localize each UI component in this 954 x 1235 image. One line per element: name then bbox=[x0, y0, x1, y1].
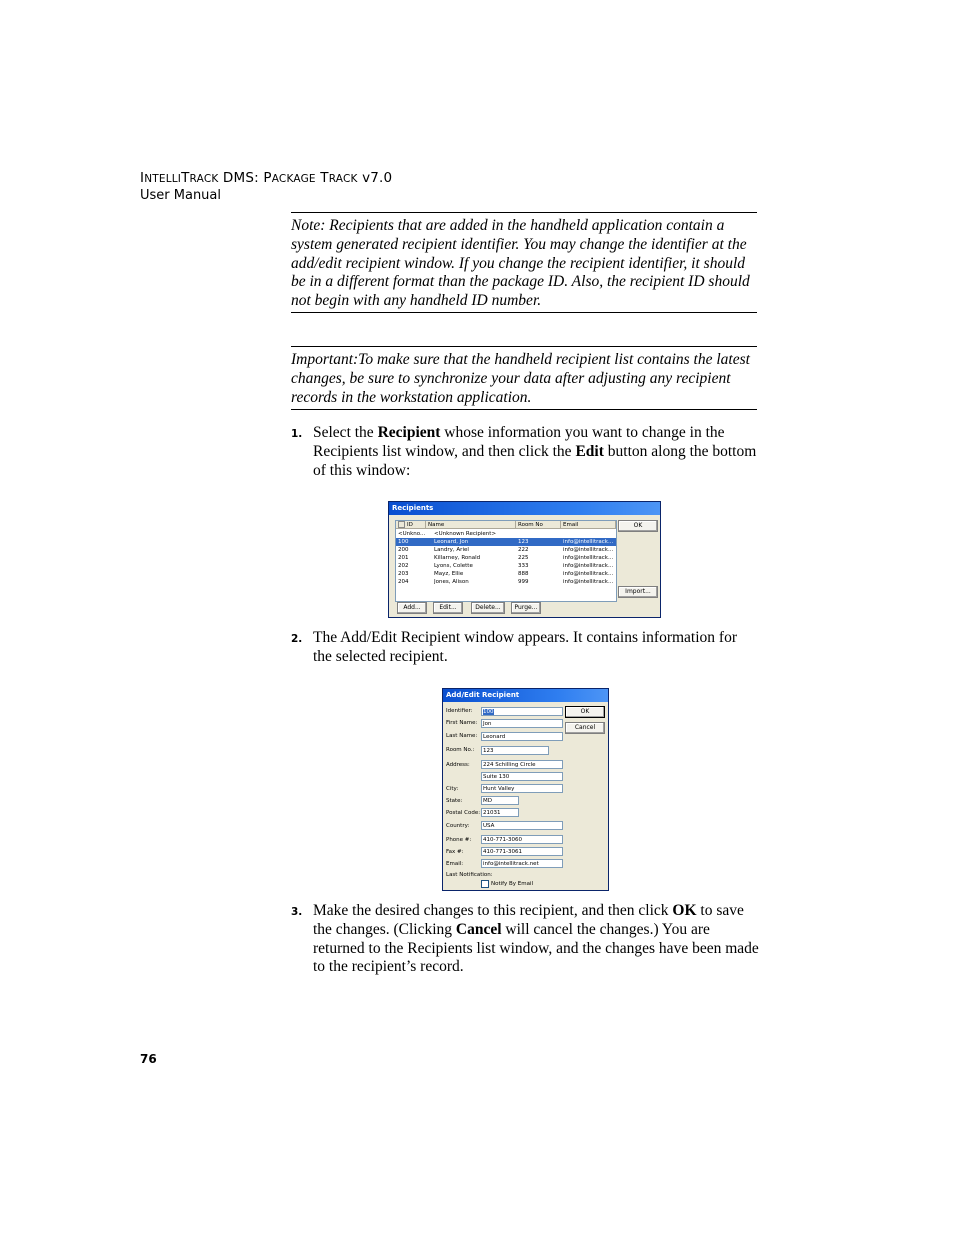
note-text: Note: Recipients that are added in the handheld application contain a system generated recipient identifier. You may change the identifier at the add/edit recipient window. If you change the recipient identifier, it should be in a different format than the package ID. Also, the recipient ID should not begin with any handheld ID number. bbox=[291, 217, 750, 310]
table-row[interactable]: 200 Landry, Ariel 222 info@intellitrack... bbox=[398, 547, 614, 553]
identifier-label: Identifier: bbox=[446, 708, 473, 714]
first-name-field[interactable]: Jon bbox=[481, 719, 563, 728]
email-label: Email: bbox=[446, 861, 464, 867]
state-label: State: bbox=[446, 798, 463, 804]
edit-button[interactable]: Edit... bbox=[433, 602, 463, 614]
address-line1-field[interactable]: 224 Schilling Circle bbox=[481, 760, 563, 769]
address-label: Address: bbox=[446, 762, 470, 768]
import-button[interactable]: Import... bbox=[618, 586, 658, 598]
step-text: Select the Recipient whose information you want to change in the Recipients list window, and then click the Edit button along the bottom of this window: bbox=[313, 424, 757, 479]
step-text: The Add/Edit Recipient window appears. It contains information for the selected recipient. bbox=[313, 629, 737, 665]
add-button[interactable]: Add... bbox=[397, 602, 427, 614]
room-no-label: Room No.: bbox=[446, 747, 475, 753]
address-line2-field[interactable]: Suite 130 bbox=[481, 772, 563, 781]
fax-field[interactable]: 410-771-3061 bbox=[481, 847, 563, 856]
running-header-subtitle: User Manual bbox=[140, 188, 222, 203]
window-title: Recipients bbox=[389, 502, 660, 515]
running-header-title: INTELLITRACK DMS: PACKAGE TRACK v7.0 bbox=[140, 170, 393, 186]
checkbox-icon bbox=[398, 521, 405, 528]
postal-code-label: Postal Code: bbox=[446, 810, 481, 816]
note-box bbox=[291, 212, 757, 313]
window-title: Add/Edit Recipient bbox=[443, 689, 608, 702]
notify-by-email-label: Notify By Email bbox=[491, 881, 534, 887]
recipients-list[interactable] bbox=[395, 520, 617, 602]
step-number: 2. bbox=[291, 633, 303, 645]
table-row[interactable]: 203 Mayz, Ellie 888 info@intellitrack... bbox=[398, 571, 614, 577]
table-row[interactable]: 204 Jones, Alison 999 info@intellitrack... bbox=[398, 579, 614, 585]
column-header-email[interactable]: Email bbox=[561, 521, 616, 529]
room-no-field[interactable]: 123 bbox=[481, 746, 549, 755]
step-number: 1. bbox=[291, 428, 303, 440]
country-field[interactable]: USA bbox=[481, 821, 563, 830]
delete-button[interactable]: Delete... bbox=[471, 602, 505, 614]
phone-label: Phone #: bbox=[446, 837, 472, 843]
page-number: 76 bbox=[140, 1052, 157, 1066]
state-field[interactable]: MD bbox=[481, 796, 519, 805]
column-header-room[interactable]: Room No bbox=[516, 521, 561, 529]
add-edit-recipient-window bbox=[442, 688, 609, 891]
postal-code-field[interactable]: 21031 bbox=[481, 808, 519, 817]
important-text: Important:To make sure that the handheld recipient list contains the latest changes, be sure to synchronize your data after adjusting any recipient records in the workstation application. bbox=[291, 351, 750, 406]
first-name-label: First Name: bbox=[446, 720, 478, 726]
important-box bbox=[291, 346, 757, 410]
identifier-field[interactable]: 100 bbox=[481, 707, 563, 716]
notify-by-email-checkbox[interactable] bbox=[481, 880, 489, 888]
table-row[interactable]: 201 Killarney, Ronald 225 info@intellitrack... bbox=[398, 555, 614, 561]
table-row[interactable]: <Unkno... <Unknown Recipient> bbox=[398, 531, 497, 537]
recipients-window bbox=[388, 501, 661, 618]
table-row[interactable]: 202 Lyons, Colette 333 info@intellitrack... bbox=[398, 563, 614, 569]
country-label: Country: bbox=[446, 823, 470, 829]
city-label: City: bbox=[446, 786, 459, 792]
fax-label: Fax #: bbox=[446, 849, 464, 855]
email-field[interactable]: info@intellitrack.net bbox=[481, 859, 563, 868]
purge-button[interactable]: Purge... bbox=[511, 602, 541, 614]
phone-field[interactable]: 410-771-3060 bbox=[481, 835, 563, 844]
last-name-label: Last Name: bbox=[446, 733, 478, 739]
city-field[interactable]: Hunt Valley bbox=[481, 784, 563, 793]
table-row-selected[interactable]: 100 Leonard, Jon 123 info@intellitrack... bbox=[396, 538, 616, 546]
cancel-button[interactable]: Cancel bbox=[565, 722, 605, 734]
ok-button[interactable]: OK bbox=[618, 520, 658, 532]
last-name-field[interactable]: Leonard bbox=[481, 732, 563, 741]
step-text: Make the desired changes to this recipient, and then click OK to save the changes. (Clicking Cancel will cancel the changes.) You are returned to the Recipients list window, and the changes have been made to the recipient’s record. bbox=[313, 902, 759, 976]
last-notification-label: Last Notification: bbox=[446, 872, 493, 878]
column-header-name[interactable]: Name bbox=[426, 521, 516, 529]
step-number: 3. bbox=[291, 906, 303, 918]
column-header-id[interactable]: ID bbox=[396, 521, 426, 529]
ok-button[interactable]: OK bbox=[565, 706, 605, 718]
